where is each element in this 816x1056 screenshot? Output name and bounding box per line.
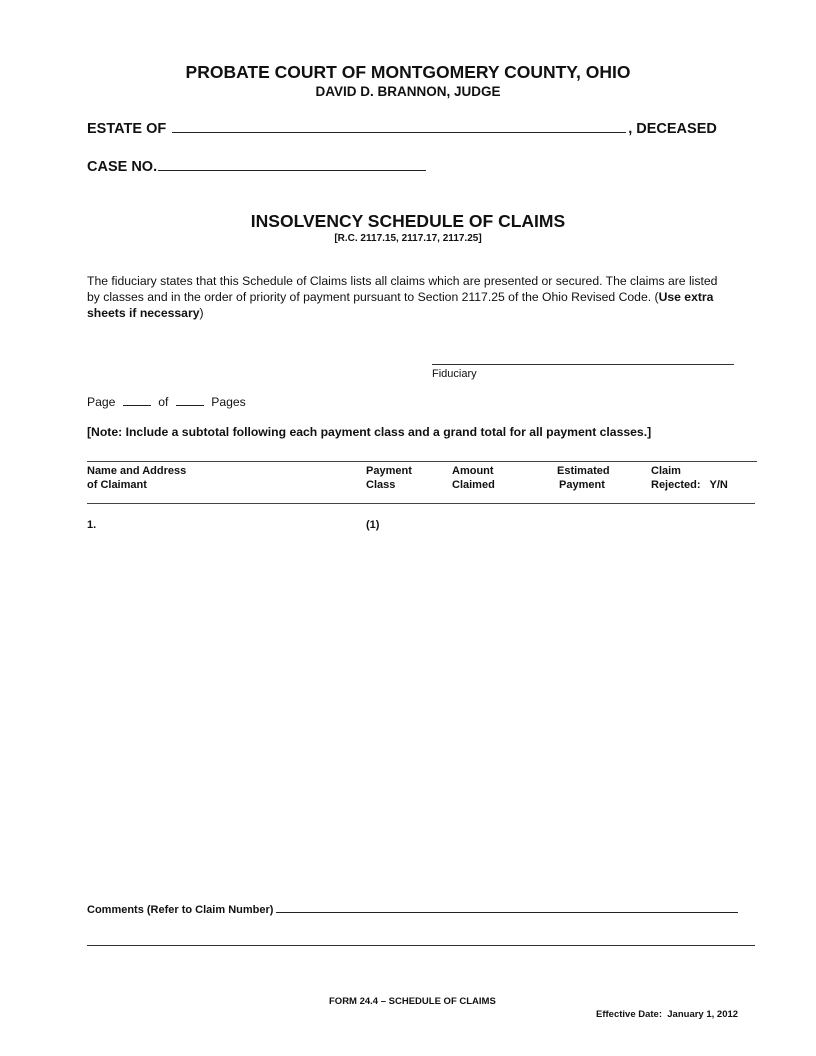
comments-row <box>87 904 738 916</box>
column-header-line: Amount <box>452 465 494 477</box>
column-header-payment-class <box>366 464 412 492</box>
comments-field[interactable] <box>276 911 738 913</box>
column-header-claim-rejected <box>651 464 728 492</box>
intro-paragraph <box>87 273 727 321</box>
form-number: FORM 24.4 – SCHEDULE OF CLAIMS <box>329 996 496 1007</box>
court-title: PROBATE COURT OF MONTGOMERY COUNTY, OHIO <box>185 62 631 82</box>
intro-bold-text: Use extra sheets if necessary <box>87 290 714 320</box>
effective-date: Effective Date: January 1, 2012 <box>596 1009 739 1020</box>
comments-field-line-2[interactable] <box>87 945 755 946</box>
column-header-line: Claim <box>651 465 681 477</box>
claim-number: 1. <box>87 519 97 531</box>
case-label: CASE NO. <box>87 159 158 175</box>
column-header-line: Payment <box>366 465 412 477</box>
column-header-line: of Claimant <box>87 479 147 491</box>
of-label: of <box>158 395 169 409</box>
pagination-row <box>87 395 246 409</box>
intro-text: The fiduciary states that this Schedule of Claims lists all claims which are presented or secured. The claims are listed by classes and in the order of priority of payment pursuant to Section 2117.25 of the Ohio Revised Code. ( <box>87 274 718 304</box>
total-pages-field[interactable] <box>176 404 204 406</box>
column-header-line: Class <box>366 479 396 491</box>
estate-row <box>87 121 717 137</box>
table-top-rule <box>87 461 757 462</box>
case-number-field[interactable] <box>158 169 426 171</box>
column-header-line: Payment <box>559 479 605 491</box>
table-header-rule <box>87 503 755 504</box>
payment-class-value: (1) <box>366 519 380 531</box>
page-label: Page <box>87 395 116 409</box>
judge-name: DAVID D. BRANNON, JUDGE <box>315 84 501 99</box>
case-row <box>87 159 426 175</box>
estate-label: ESTATE OF <box>87 121 167 137</box>
column-header-line: Estimated <box>557 465 610 477</box>
column-header-line: Name and Address <box>87 465 187 477</box>
estate-name-field[interactable] <box>172 131 626 133</box>
column-header-name-address <box>87 464 186 492</box>
page-number-field[interactable] <box>123 404 151 406</box>
column-header-line: Claimed <box>452 479 495 491</box>
form-title: INSOLVENCY SCHEDULE OF CLAIMS <box>250 211 566 231</box>
note: [Note: Include a subtotal following each payment class and a grand total for all payment classes.] <box>87 425 652 439</box>
pages-label: Pages <box>211 395 246 409</box>
statute-reference: [R.C. 2117.15, 2117.17, 2117.25] <box>334 233 482 244</box>
comments-label: Comments (Refer to Claim Number) <box>87 904 274 916</box>
fiduciary-label: Fiduciary <box>432 368 477 380</box>
column-header-line: Rejected: Y/N <box>651 479 728 491</box>
intro-close: ) <box>199 306 204 320</box>
column-header-estimated-payment <box>557 464 610 492</box>
column-header-amount-claimed <box>452 464 495 492</box>
fiduciary-signature-line[interactable] <box>432 364 734 365</box>
deceased-label: , DECEASED <box>628 121 717 137</box>
